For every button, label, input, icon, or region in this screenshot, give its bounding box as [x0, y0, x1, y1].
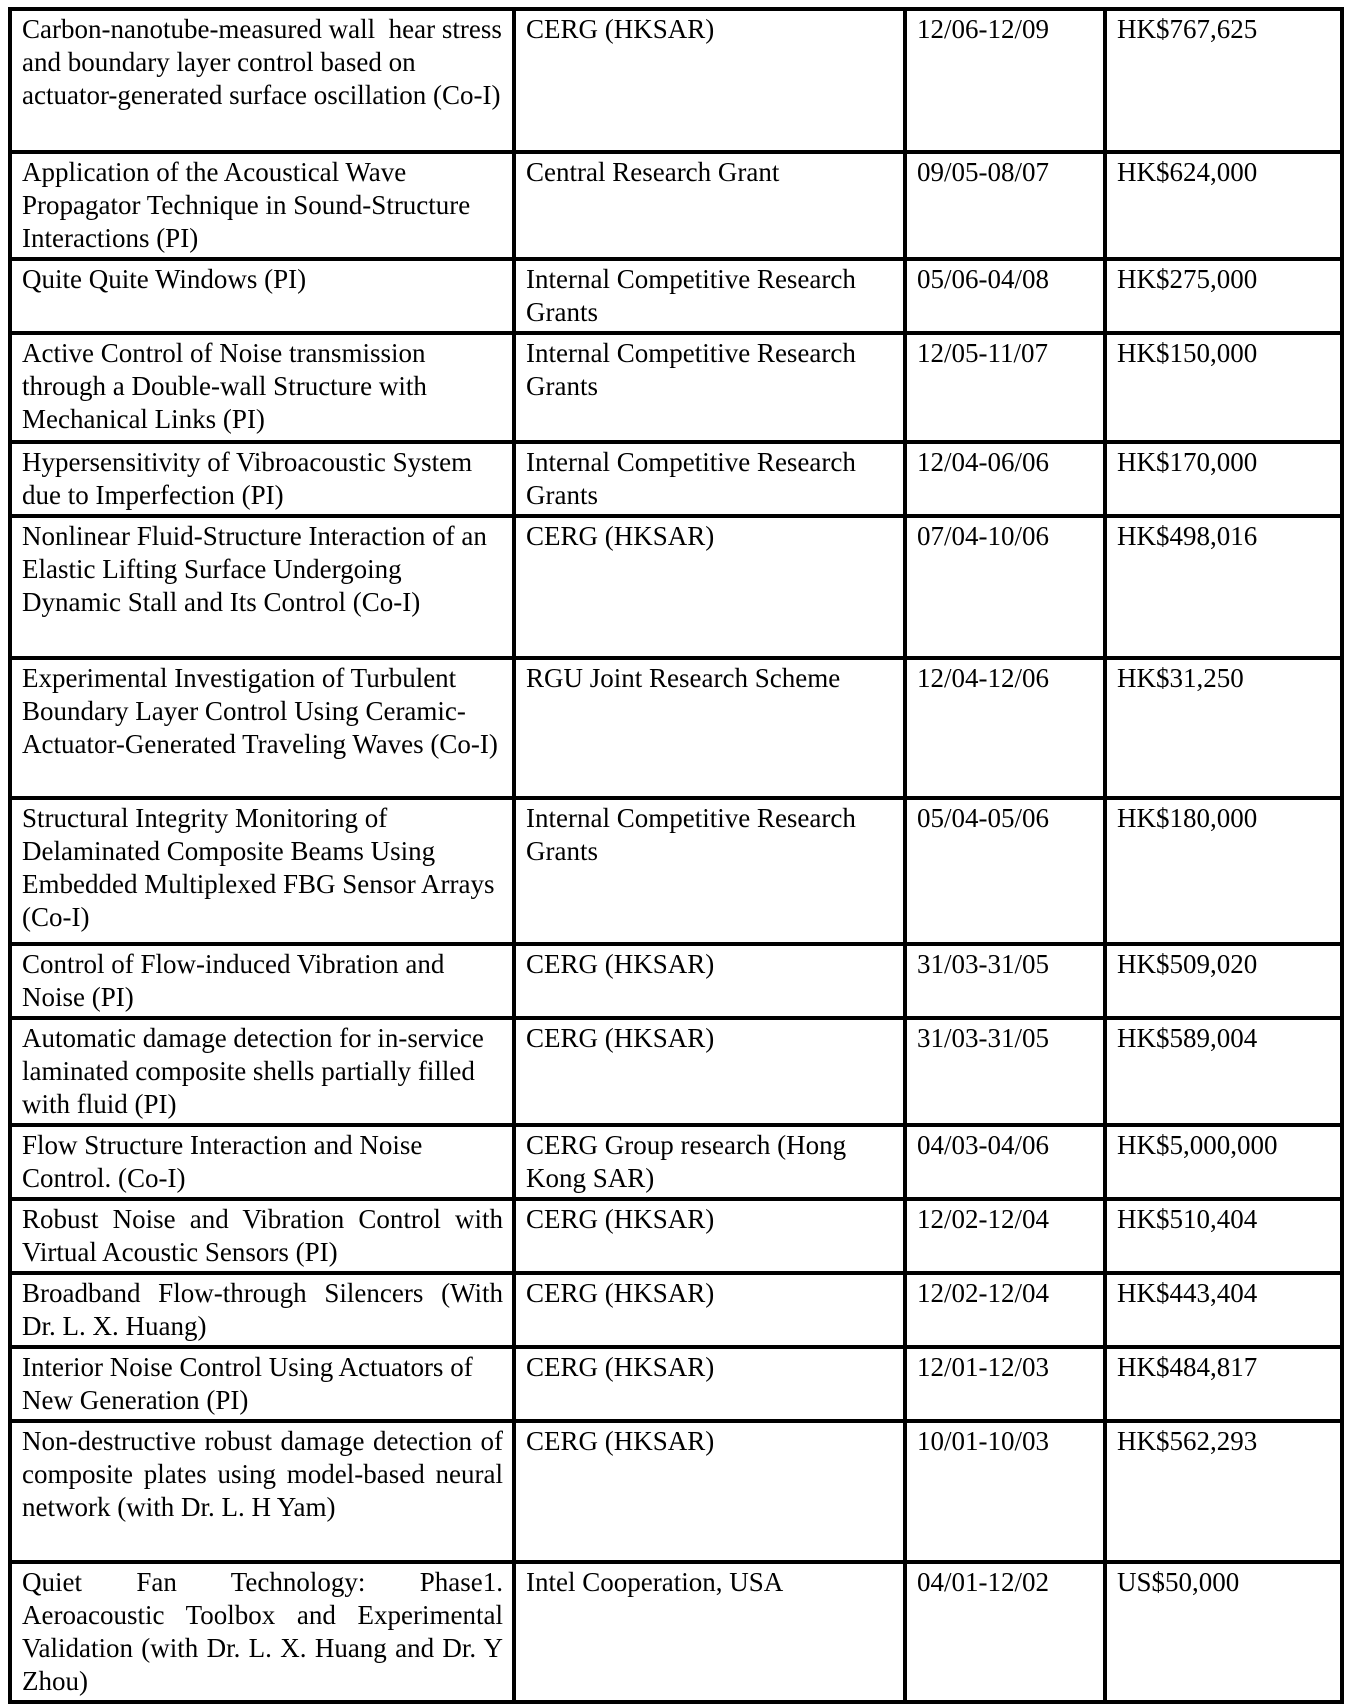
- funding-period-cell: 12/02-12/04: [905, 1199, 1105, 1273]
- grant-row: [10, 1018, 1342, 1125]
- funding-source-cell: CERG (HKSAR): [514, 1347, 905, 1421]
- grant-row: [10, 9, 1342, 152]
- funding-period-cell: 12/05-11/07: [905, 333, 1105, 442]
- project-title-cell: Hypersensitivity of Vibroacoustic System due to Imperfection (PI): [10, 442, 514, 516]
- funding-period-cell: 04/01-12/02: [905, 1562, 1105, 1702]
- funding-period-cell: 12/04-06/06: [905, 442, 1105, 516]
- project-title-cell: Structural Integrity Monitoring of Delaminated Composite Beams Using Embedded Multiplexed FBG Sensor Arrays (Co-I): [10, 798, 514, 944]
- funding-amount-cell: HK$180,000: [1105, 798, 1342, 944]
- funding-amount-cell: HK$5,000,000: [1105, 1125, 1342, 1199]
- funding-period-cell: 12/04-12/06: [905, 658, 1105, 798]
- project-title-cell: Non-destructive robust damage detection of composite plates using model-based neural network (with Dr. L. H Yam): [10, 1421, 514, 1562]
- funding-amount-cell: HK$498,016: [1105, 516, 1342, 658]
- project-title-cell: Control of Flow-induced Vibration and Noise (PI): [10, 944, 514, 1018]
- funding-amount-cell: HK$484,817: [1105, 1347, 1342, 1421]
- funding-period-cell: 10/01-10/03: [905, 1421, 1105, 1562]
- funding-amount-cell: HK$767,625: [1105, 9, 1342, 152]
- funding-source-cell: CERG (HKSAR): [514, 1018, 905, 1125]
- funding-source-cell: Internal Competitive Research Grants: [514, 333, 905, 442]
- project-title-cell: Quiet Fan Technology: Phase1. Aeroacoustic Toolbox and Experimental Validation (with Dr. L. X. Huang and Dr. Y Zhou): [10, 1562, 514, 1702]
- grant-row: [10, 333, 1342, 442]
- project-title-cell: Broadband Flow-through Silencers (With Dr. L. X. Huang): [10, 1273, 514, 1347]
- grant-row: [10, 1347, 1342, 1421]
- grant-row: [10, 516, 1342, 658]
- funding-source-cell: CERG (HKSAR): [514, 1421, 905, 1562]
- funding-period-cell: 31/03-31/05: [905, 944, 1105, 1018]
- funding-period-cell: 09/05-08/07: [905, 152, 1105, 259]
- grant-row: [10, 1199, 1342, 1273]
- funding-amount-cell: HK$170,000: [1105, 442, 1342, 516]
- funding-amount-cell: HK$150,000: [1105, 333, 1342, 442]
- funding-source-cell: Central Research Grant: [514, 152, 905, 259]
- funding-source-cell: Internal Competitive Research Grants: [514, 442, 905, 516]
- grants-table-body: [10, 9, 1342, 1702]
- grant-row: [10, 1562, 1342, 1702]
- funding-source-cell: CERG (HKSAR): [514, 1199, 905, 1273]
- funding-source-cell: Internal Competitive Research Grants: [514, 798, 905, 944]
- funding-source-cell: CERG (HKSAR): [514, 516, 905, 658]
- funding-source-cell: Intel Cooperation, USA: [514, 1562, 905, 1702]
- grant-row: [10, 944, 1342, 1018]
- funding-period-cell: 04/03-04/06: [905, 1125, 1105, 1199]
- grant-row: [10, 259, 1342, 333]
- funding-source-cell: CERG (HKSAR): [514, 1273, 905, 1347]
- grant-row: [10, 1273, 1342, 1347]
- funding-source-cell: CERG Group research (Hong Kong SAR): [514, 1125, 905, 1199]
- grant-row: [10, 152, 1342, 259]
- funding-amount-cell: HK$31,250: [1105, 658, 1342, 798]
- project-title-cell: Carbon-nanotube-measured wall hear stress and boundary layer control based on actuator-generated surface oscillation (Co-I): [10, 9, 514, 152]
- funding-amount-cell: HK$510,404: [1105, 1199, 1342, 1273]
- grant-row: [10, 1125, 1342, 1199]
- grants-table: [8, 7, 1344, 1704]
- project-title-cell: Automatic damage detection for in-service laminated composite shells partially filled with fluid (PI): [10, 1018, 514, 1125]
- funding-period-cell: 12/02-12/04: [905, 1273, 1105, 1347]
- project-title-cell: Interior Noise Control Using Actuators of New Generation (PI): [10, 1347, 514, 1421]
- project-title-cell: Nonlinear Fluid-Structure Interaction of an Elastic Lifting Surface Undergoing Dynamic Stall and Its Control (Co-I): [10, 516, 514, 658]
- project-title-cell: Experimental Investigation of Turbulent Boundary Layer Control Using Ceramic-Actuator-Generated Traveling Waves (Co-I): [10, 658, 514, 798]
- funding-source-cell: CERG (HKSAR): [514, 9, 905, 152]
- funding-period-cell: 05/06-04/08: [905, 259, 1105, 333]
- funding-amount-cell: HK$275,000: [1105, 259, 1342, 333]
- funding-source-cell: RGU Joint Research Scheme: [514, 658, 905, 798]
- project-title-cell: Quite Quite Windows (PI): [10, 259, 514, 333]
- document-page: [0, 7, 1352, 1703]
- project-title-cell: Robust Noise and Vibration Control with Virtual Acoustic Sensors (PI): [10, 1199, 514, 1273]
- grant-row: [10, 1421, 1342, 1562]
- grant-row: [10, 442, 1342, 516]
- grant-row: [10, 798, 1342, 944]
- project-title-cell: Active Control of Noise transmission through a Double-wall Structure with Mechanical Links (PI): [10, 333, 514, 442]
- funding-source-cell: CERG (HKSAR): [514, 944, 905, 1018]
- project-title-cell: Flow Structure Interaction and Noise Control. (Co-I): [10, 1125, 514, 1199]
- grant-row: [10, 658, 1342, 798]
- funding-amount-cell: HK$562,293: [1105, 1421, 1342, 1562]
- funding-period-cell: 12/01-12/03: [905, 1347, 1105, 1421]
- funding-amount-cell: HK$443,404: [1105, 1273, 1342, 1347]
- funding-source-cell: Internal Competitive Research Grants: [514, 259, 905, 333]
- funding-period-cell: 05/04-05/06: [905, 798, 1105, 944]
- funding-period-cell: 31/03-31/05: [905, 1018, 1105, 1125]
- funding-period-cell: 07/04-10/06: [905, 516, 1105, 658]
- funding-amount-cell: HK$509,020: [1105, 944, 1342, 1018]
- funding-amount-cell: HK$624,000: [1105, 152, 1342, 259]
- funding-amount-cell: US$50,000: [1105, 1562, 1342, 1702]
- funding-period-cell: 12/06-12/09: [905, 9, 1105, 152]
- funding-amount-cell: HK$589,004: [1105, 1018, 1342, 1125]
- project-title-cell: Application of the Acoustical Wave Propagator Technique in Sound-Structure Interactions (PI): [10, 152, 514, 259]
